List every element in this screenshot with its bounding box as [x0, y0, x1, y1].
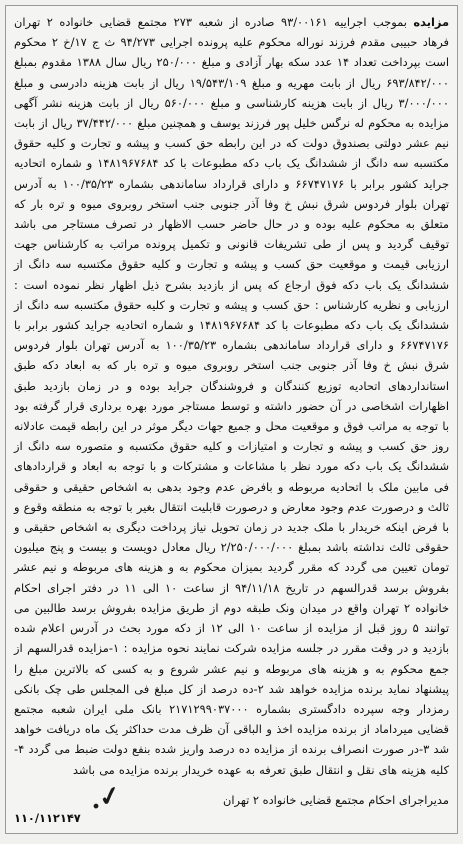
- reference-number: ۱۱۰/۱۱۲۱۴۷: [14, 811, 81, 825]
- notice-body: [14, 12, 449, 780]
- auction-notice: [5, 5, 458, 834]
- signer-line: مدیراجرای احکام مجتمع قضایی خانواده ۲ تهران: [223, 793, 449, 807]
- check-mark-icon: ✓.: [87, 780, 124, 816]
- notice-footer: [14, 791, 449, 827]
- notice-lead-word: مزایده: [413, 15, 450, 29]
- notice-text: بموجب اجراییه ۹۳/۰۰۱۶۱ صادره از شعبه ۲۷۳ مجتمع قضایی خانواده ۲ تهران فرهاد حبیبی مقدم فرزند نوراله محکوم علیه پرونده اجرایی ۹۴/۲۷۳ ث ج ۱۷/خ ۲ محکوم است بپرداخت تعداد ۱۴ عدد سکه بهار آزادی و مبلغ ۲۵۰/۰۰۰ ریال سال ۱۳۸۸ مقدوم بمبلغ ۶۹۳/۸۴۲/۰۰۰ ریال از بابت مهریه و مبلغ ۱۹/۵۴۳/۱۰۹ ریال از بابت هزینه دادرسی و مبلغ ۳/۰۰۰/۰۰۰ ریال از بابت هزینه کارشناسی و مبلغ ۵۶۰/۰۰۰ ریال از بابت هزینه نشر آگهی مزایده به محکوم له نرگس خلیل پور فرزند یوسف و همچنین مبلغ ۳۷/۴۴۲/۰۰۰ ریال از بابت نیم عشر دولتی بصندوق دولت که در این رابطه حق کسب و پیشه و تجارت و کلیه حقوق مکتسبه سه دانگ از ششدانگ یک باب دکه مطبوعات با کد ۱۴۸۱۹۶۷۶۸۴ و شماره اتحادیه جراید کشور برابر با ۶۶۷۴۷۱۷۶ و دارای قرارداد ساماندهی بشماره ۱۰۰/۳۵/۲۳ به آدرس تهران بلوار فردوس شرق نبش خ وفا آذر جنوبی جنب استخر روبروی میوه و تره بار که متعلق به محکوم علیه بوده و در حال حاضر حسب الاظهار در تصرف مستاجر می باشد توقیف گردید و پس از طی تشریفات قانونی و تکمیل پرونده مراتب به کارشناس جهت ارزیابی قیمت و موقعیت حق کسب و پیشه و تجارت و کلیه حقوق مکتسبه سه دانگ از ششدانگ یک باب دکه فوق ارجاع که پس از بازدید بشرح ذیل اظهار نظر نموده است : ارزیابی و نظریه کارشناس : حق کسب و پیشه و تجارت و کلیه حقوق مکتسبه سه دانگ از ششدانگ یک باب دکه مطبوعات با کد ۱۴۸۱۹۶۷۶۸۴ و شماره اتحادیه جراید کشور برابر با ۶۶۷۴۷۱۷۶ و دارای قرارداد ساماندهی بشماره ۱۰۰/۳۵/۲۳ به آدرس تهران بلوار فردوس شرق نبش خ وفا آذر جنوبی جنب استخر روبروی میوه و تره بار که به ابعاد دکه طبق استانداردهای اتحادیه توزیع کنندگان و فروشندگان جراید بوده و در زمان بازدید طبق اظهارات اشخاصی در آن حضور داشته و توسط مستاجر مورد بهره برداری قرار گرفته بود با توجه به مراتب فوق و موقعیت محل و جمیع جهات دیگر موثر در این رابطه قیمت عادلانه روز حق کسب و پیشه و تجارت و امتیازات و کلیه حقوق مکتسبه و متصوره سه دانگ از ششدانگ یک باب دکه مورد نظر با مشاعات و مشترکات و با توجه به ابعاد و قراردادهای فی مابین ملک با اتحادیه مربوطه و بافرض عدم وجود بدهی به اشخاص حقیقی و حقوقی ثالث و درصورت عدم وجود معارض و درصورت قابلیت انتقال بغیر با توجه به منطقه وقوع و با فرض اینکه خریدار با ملک جدید در زمان تحویل نیاز پرداخت دیگری به اشخاص حقیقی و حقوقی ثالث نداشته باشد بمبلغ ۲/۲۵۰/۰۰۰/۰۰۰ ریال معادل دویست و بیست و پنج میلیون تومان تعیین می گردد که مقرر گردید بمیزان محکوم به و هزینه های مربوطه و نیم عشر بفروش برسد قدرالسهم در تاریخ ۹۴/۱۱/۱۸ از ساعت ۱۰ الی ۱۱ در دفتر اجرای احکام خانواده ۲ تهران واقع در میدان ونک طبقه دوم از طریق مزایده بفروش برسد طالبین می توانند ۵ روز قبل از مزایده از ساعت ۱۰ الی ۱۲ از دکه مورد بحث در آدرس اعلام شده بازدید و در وقت مقرر در جلسه مزایده شرکت نمایند نحوه مزایده : ۱-مزایده قدرالسهم از جمع محکوم به و هزینه های مربوطه و نیم عشر شروع و به کسی که بالاترین مبلغ را پیشنهاد نماید برنده مزایده خواهد شد ۲-ده درصد از کل مبلغ فی المجلس طی چک بانکی رمزدار وجه سپرده دادگستری بشماره ۲۱۷۱۲۹۹۰۳۷۰۰۰ بانک ملی ایران شعبه مجتمع قضایی میرداماد از برنده مزایده اخذ و الباقی آن ظرف مدت حداکثر یک ماه دریافت خواهد شد ۳-در صورت انصراف برنده از مزایده ده درصد واریز شده بنفع دولت ضبط می گردد ۴-کلیه هزینه های نقل و انتقال طبق تعرفه به عهده خریدار برنده مزایده می باشد: [14, 15, 450, 777]
